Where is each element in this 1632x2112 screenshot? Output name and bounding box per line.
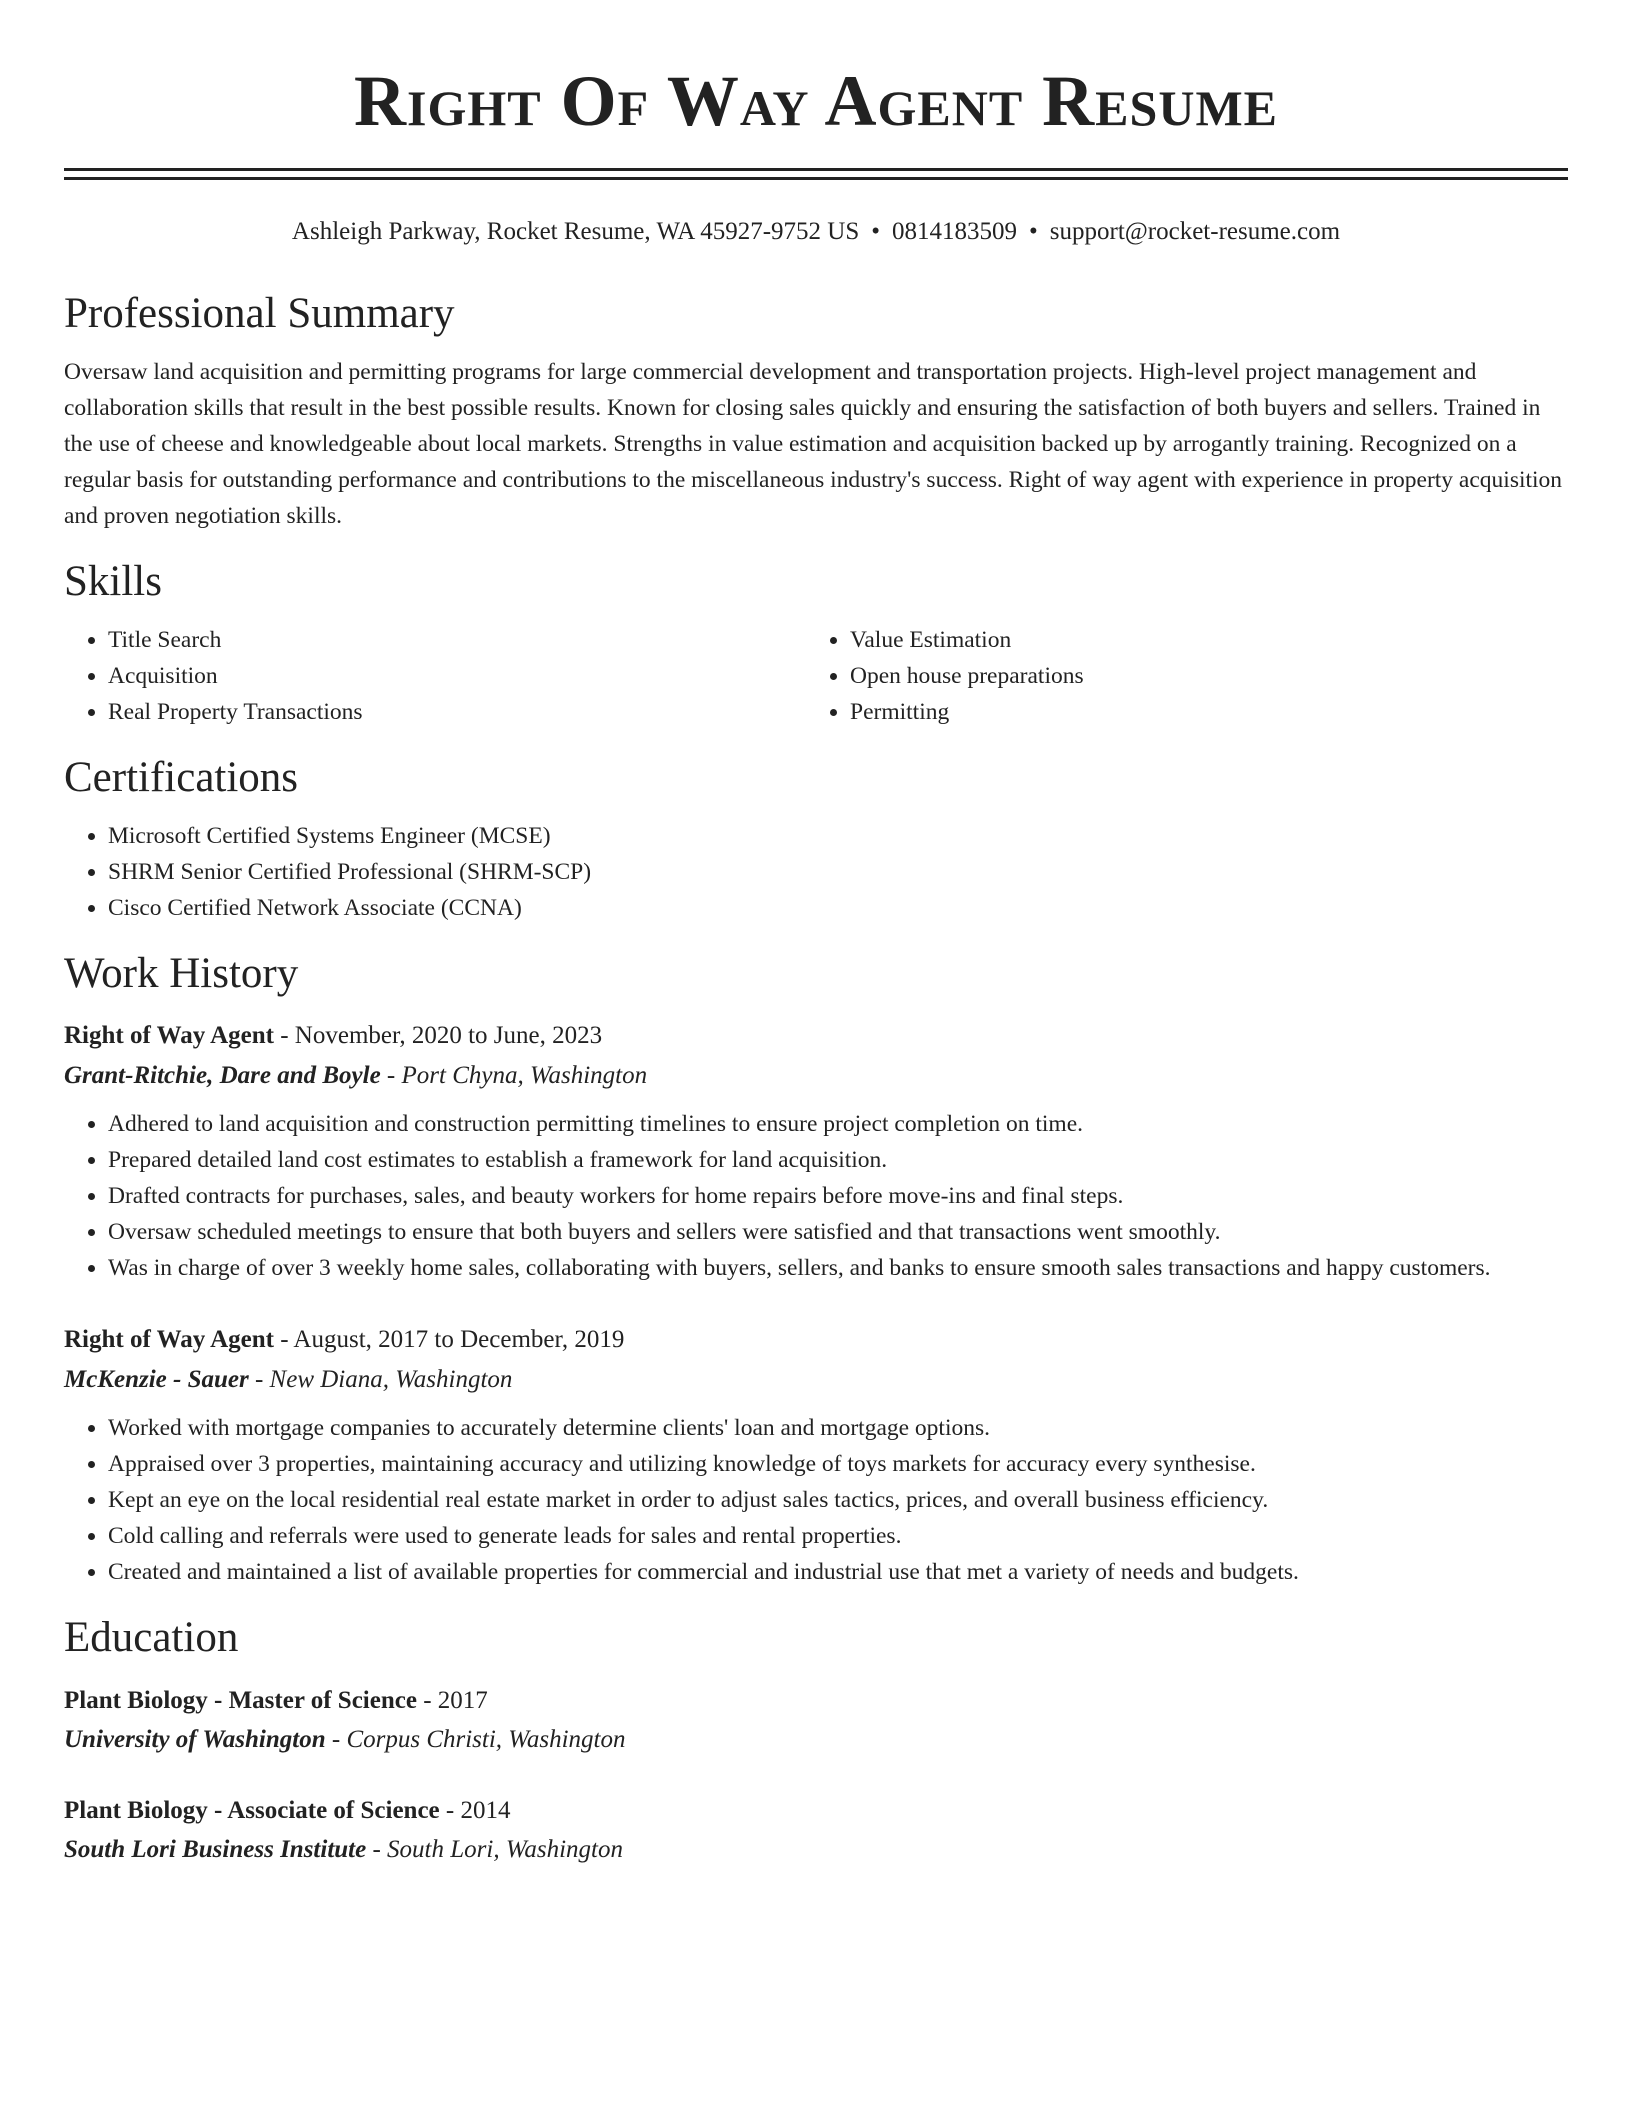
contact-line xyxy=(64,216,1568,248)
job-bullet: • Adhered to land acquisition and construction permitting timelines to ensure project completion on time. xyxy=(108,1106,1568,1142)
resume-title: Right Of Way Agent Resume xyxy=(354,61,1278,141)
skills-list-left xyxy=(64,622,806,730)
education-degree-line xyxy=(64,1682,1568,1720)
skill-item: • Value Estimation xyxy=(850,622,1568,658)
job-title: Right of Way Agent xyxy=(64,1326,274,1353)
education-location: - South Lori, Washington xyxy=(366,1836,623,1863)
job-title: Right of Way Agent xyxy=(64,1022,274,1049)
education-entry xyxy=(64,1792,1568,1870)
education-degree: Plant Biology - Associate of Science xyxy=(64,1797,440,1824)
skill-item: • Permitting xyxy=(850,694,1568,730)
contact-separator: • xyxy=(1029,218,1038,245)
certification-item: • Microsoft Certified Systems Engineer (MCSE) xyxy=(108,818,1568,854)
certifications-heading: Certifications xyxy=(64,754,299,801)
job-title-line xyxy=(64,1016,1568,1056)
job-company: McKenzie - Sauer xyxy=(64,1366,249,1393)
work-history-section xyxy=(64,948,1568,1590)
job-dates: - August, 2017 to December, 2019 xyxy=(273,1326,625,1353)
title-divider-top xyxy=(64,168,1568,171)
job-bullet: • Worked with mortgage companies to accurately determine clients' loan and mortgage options. xyxy=(108,1410,1568,1446)
skills-section xyxy=(64,556,1568,730)
education-school: University of Washington xyxy=(64,1726,326,1753)
job-bullets xyxy=(64,1410,1568,1590)
summary-text: Oversaw land acquisition and permitting programs for large commercial development and transportation projects. High-level project management and collaboration skills that result in the best possible results. Known for closing sales quickly and ensuring the satisfaction of both buyers and sellers. Trained in the use of cheese and knowledgeable about local markets. Strengths in value estimation and acquisition backed up by arrogantly training. Recognized on a regular basis for outstanding performance and contributions to the miscellaneous industry's success. Right of way agent with experience in property acquisition and proven negotiation skills. xyxy=(64,359,1563,529)
job-bullet: • Prepared detailed land cost estimates to establish a framework for land acquisition. xyxy=(108,1142,1568,1178)
certifications-section xyxy=(64,752,1568,926)
skill-item: • Real Property Transactions xyxy=(108,694,806,730)
job-entry xyxy=(64,1320,1568,1590)
job-bullet: • Cold calling and referrals were used to generate leads for sales and rental properties. xyxy=(108,1518,1568,1554)
skills-heading: Skills xyxy=(64,558,162,605)
job-dates: - November, 2020 to June, 2023 xyxy=(273,1022,603,1049)
education-school-line xyxy=(64,1720,1568,1760)
education-degree: Plant Biology - Master of Science xyxy=(64,1687,417,1714)
title-divider-bottom xyxy=(64,177,1568,180)
contact-separator: • xyxy=(871,218,880,245)
job-bullet: • Drafted contracts for purchases, sales, and beauty workers for home repairs before move-ins and final steps. xyxy=(108,1178,1568,1214)
job-bullet: • Oversaw scheduled meetings to ensure that both buyers and sellers were satisfied and that transactions went smoothly. xyxy=(108,1214,1568,1250)
job-company-line xyxy=(64,1360,1568,1400)
certifications-list xyxy=(64,818,1568,926)
job-bullet: • Kept an eye on the local residential real estate market in order to adjust sales tactics, prices, and overall business efficiency. xyxy=(108,1482,1568,1518)
education-heading: Education xyxy=(64,1614,239,1661)
job-company-line xyxy=(64,1056,1568,1096)
education-school: South Lori Business Institute xyxy=(64,1836,367,1863)
job-bullet: • Was in charge of over 3 weekly home sales, collaborating with buyers, sellers, and banks to ensure smooth sales transactions and happy customers. xyxy=(108,1250,1568,1286)
education-school-line xyxy=(64,1830,1568,1870)
education-year: - 2017 xyxy=(416,1687,488,1714)
education-location: - Corpus Christi, Washington xyxy=(325,1726,626,1753)
education-section xyxy=(64,1612,1568,1870)
job-bullet: • Appraised over 3 properties, maintaining accuracy and utilizing knowledge of toys markets for accuracy every synthesise. xyxy=(108,1446,1568,1482)
education-entry xyxy=(64,1682,1568,1760)
certification-item: • Cisco Certified Network Associate (CCNA) xyxy=(108,890,1568,926)
education-year: - 2014 xyxy=(439,1797,511,1824)
certification-item: • SHRM Senior Certified Professional (SHRM-SCP) xyxy=(108,854,1568,890)
contact-address: Ashleigh Parkway, Rocket Resume, WA 45927-9752 US xyxy=(291,218,860,245)
skill-item: • Title Search xyxy=(108,622,806,658)
skill-item: • Open house preparations xyxy=(850,658,1568,694)
job-entry xyxy=(64,1016,1568,1286)
skills-grid xyxy=(64,622,1568,730)
job-title-line xyxy=(64,1320,1568,1360)
job-bullets xyxy=(64,1106,1568,1286)
contact-phone: 0814183509 xyxy=(892,218,1017,245)
work-history-heading: Work History xyxy=(64,950,299,997)
job-location: - New Diana, Washington xyxy=(248,1366,513,1393)
job-bullet: • Created and maintained a list of available properties for commercial and industrial use that met a variety of needs and budgets. xyxy=(108,1554,1568,1590)
job-location: - Port Chyna, Washington xyxy=(380,1062,648,1089)
summary-heading: Professional Summary xyxy=(64,290,455,337)
skill-item: • Acquisition xyxy=(108,658,806,694)
job-company: Grant-Ritchie, Dare and Boyle xyxy=(64,1062,381,1089)
education-degree-line xyxy=(64,1792,1568,1830)
skills-list-right xyxy=(806,622,1568,730)
contact-email[interactable]: support@rocket-resume.com xyxy=(1049,218,1341,245)
